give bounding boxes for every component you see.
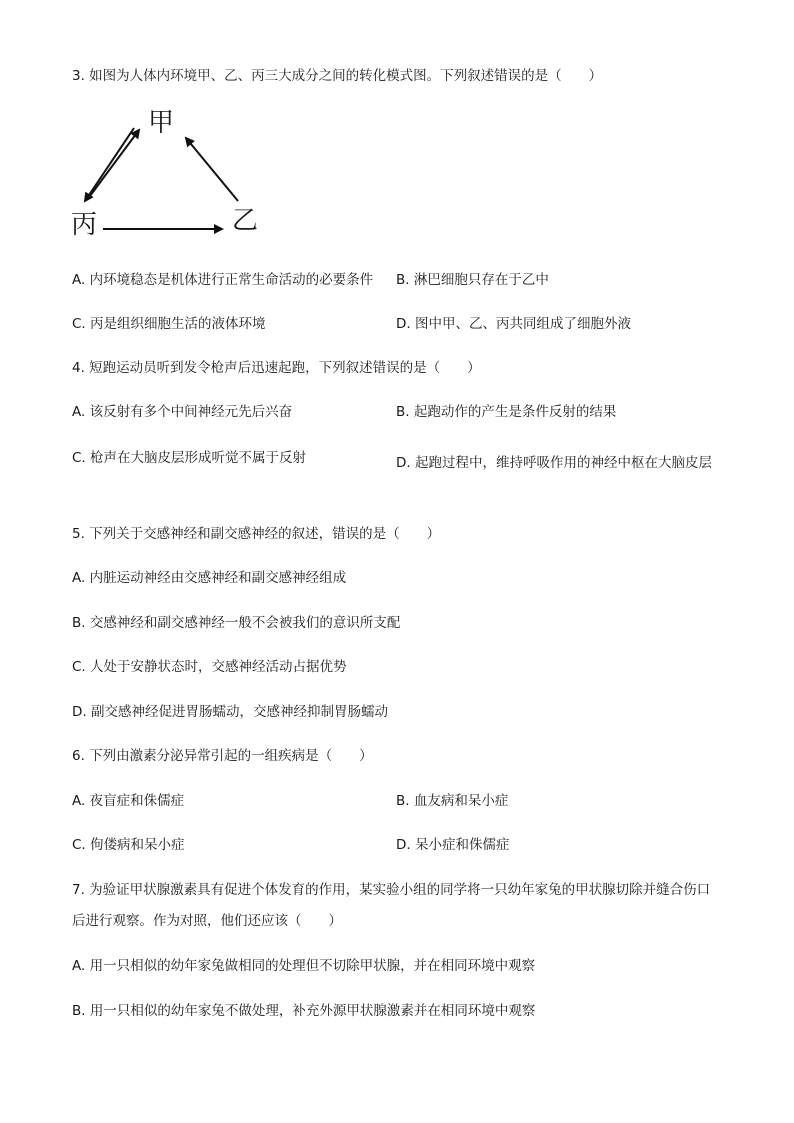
q7-option-b: B. 用一只相似的幼年家兔不做处理，补充外源甲状腺激素并在相同环境中观察: [72, 1003, 536, 1019]
q3-option-a: A. 内环境稳态是机体进行正常生命活动的必要条件: [72, 272, 374, 288]
q5-stem: 5. 下列关于交感神经和副交感神经的叙述，错误的是（ ）: [72, 526, 441, 542]
q7-option-a: A. 用一只相似的幼年家兔做相同的处理但不切除甲状腺，并在相同环境中观察: [72, 958, 536, 974]
arrow-yi-to-jia: [186, 138, 238, 201]
q5-option-b: B. 交感神经和副交感神经一般不会被我们的意识所支配: [72, 615, 401, 631]
q4-option-d: [396, 448, 721, 479]
q5-option-c: C. 人处于安静状态时，交感神经活动占据优势: [72, 659, 347, 675]
q4-option-d-text: D. 起跑过程中，维持呼吸作用的神经中枢在大脑皮层: [396, 455, 712, 471]
q4-option-c: C. 枪声在大脑皮层形成听觉不属于反射: [72, 450, 307, 466]
q3-option-b: B. 淋巴细胞只存在于乙中: [396, 272, 549, 288]
q4-option-b: B. 起跑动作的产生是条件反射的结果: [396, 404, 617, 420]
q3-diagram: [68, 108, 268, 248]
q5-option-a: A. 内脏运动神经由交感神经和副交感神经组成: [72, 570, 347, 586]
arrow-jia-to-bing: [85, 128, 134, 201]
q3-option-d: D. 图中甲、乙、丙共同组成了细胞外液: [396, 316, 631, 332]
arrow-bing-to-jia: [90, 130, 139, 196]
q6-option-a: A. 夜盲症和侏儒症: [72, 793, 185, 809]
q5-option-d: D. 副交感神经促进胃肠蠕动，交感神经抑制胃肠蠕动: [72, 704, 388, 720]
q6-option-b: B. 血友病和呆小症: [396, 793, 509, 809]
q3-stem: 3. 如图为人体内环境甲、乙、丙三大成分之间的转化模式图。下列叙述错误的是（ ）: [72, 68, 603, 84]
q4-stem: 4. 短跑运动员听到发令枪声后迅速起跑，下列叙述错误的是（ ）: [72, 360, 481, 376]
q6-option-c: C. 佝偻病和呆小症: [72, 837, 185, 853]
q6-stem: 6. 下列由激素分泌异常引起的一组疾病是（ ）: [72, 748, 373, 764]
q4-option-a: A. 该反射有多个中间神经元先后兴奋: [72, 404, 293, 420]
node-bing: 丙: [71, 210, 98, 240]
node-jia: 甲: [148, 108, 175, 138]
q7-stem: 7. 为验证甲状腺激素具有促进个体发育的作用，某实验小组的同学将一只幼年家兔的甲状腺切除并缝合伤口后进行观察。作为对照，他们还应该（ ）: [72, 882, 711, 929]
q3-option-c: C. 丙是组织细胞生活的液体环境: [72, 316, 266, 332]
node-yi: 乙: [232, 206, 259, 236]
q6-option-d: D. 呆小症和侏儒症: [396, 837, 510, 853]
